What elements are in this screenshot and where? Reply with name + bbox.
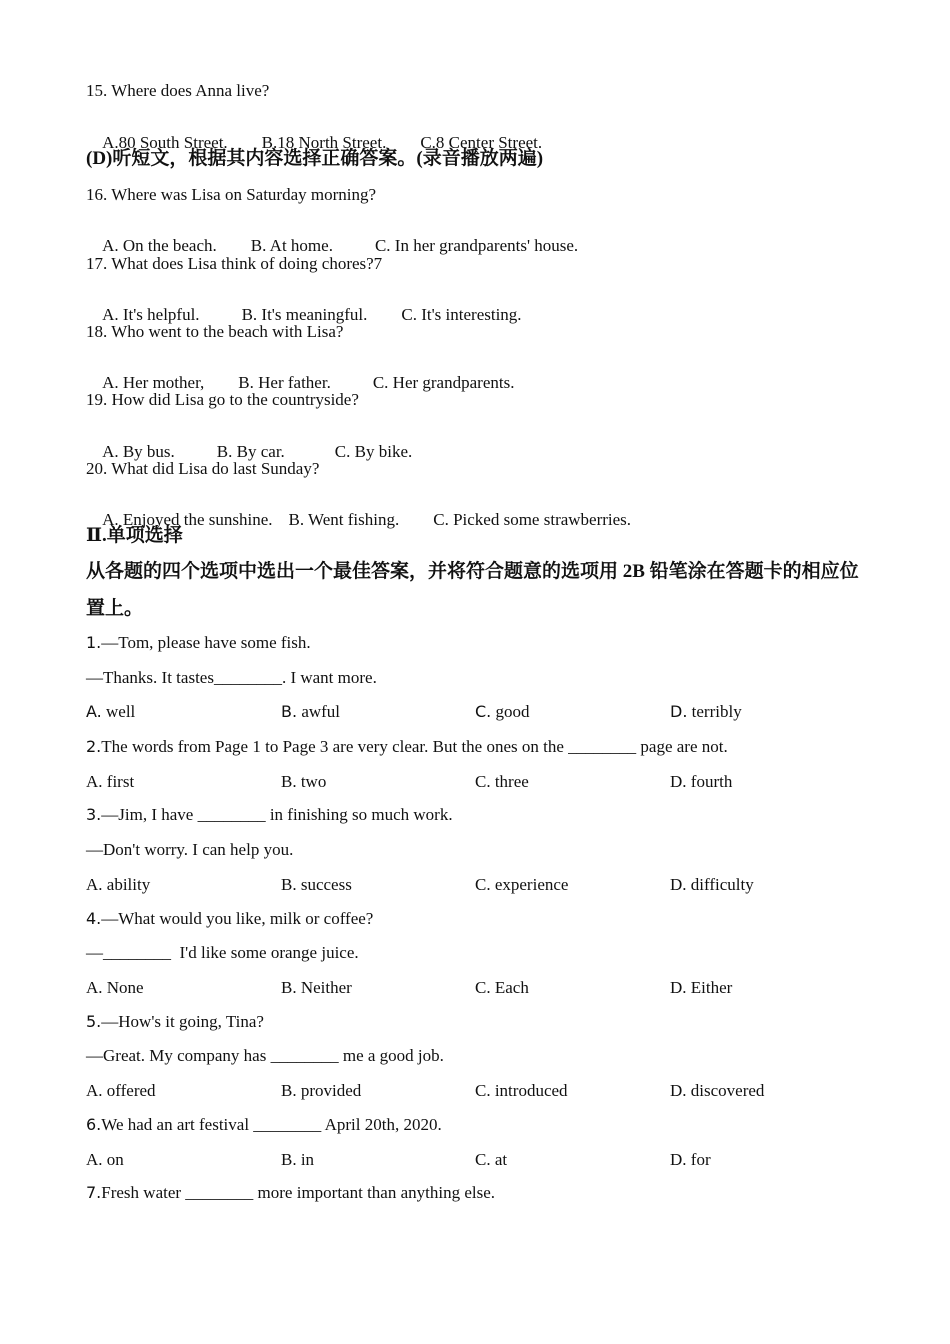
option-b: B.18 North Street. <box>261 133 387 152</box>
option-c: C. It's interesting. <box>401 305 522 324</box>
option-c: C. at <box>475 1150 508 1169</box>
option-a: A. well <box>86 702 136 721</box>
option-b: B. By car. <box>216 442 285 461</box>
option-c: C. good <box>475 702 530 721</box>
option-d: D. Either <box>670 978 733 997</box>
mc-question-4-line1: 4.—What would you like, milk or coffee? <box>86 909 374 928</box>
question-19-stem: 19. How did Lisa go to the countryside? <box>86 390 359 409</box>
mc-question-2-line1: 2.The words from Page 1 to Page 3 are very clear. But the ones on the ________ page are not. <box>86 737 728 756</box>
question-number: 7. <box>86 1183 102 1202</box>
option-b: B. provided <box>281 1081 362 1100</box>
option-a: A. Enjoyed the sunshine. <box>102 510 273 529</box>
option-b: B. It's meaningful. <box>241 305 368 324</box>
option-c: C.8 Center Street. <box>420 133 543 152</box>
option-a: A.80 South Street. <box>102 133 228 152</box>
option-c: C. experience <box>475 875 569 894</box>
mc-question-7-line1: 7.Fresh water ________ more important than anything else. <box>86 1183 496 1202</box>
mc-question-5-line2: —Great. My company has ________ me a good job. <box>86 1046 444 1065</box>
option-a: A. None <box>86 978 144 997</box>
question-number: 5. <box>86 1012 102 1031</box>
mc-question-5-line1: 5.—How's it going, Tina? <box>86 1012 264 1031</box>
option-d: D. for <box>670 1150 711 1169</box>
option-d: D. fourth <box>670 772 733 791</box>
option-b: B. Neither <box>281 978 352 997</box>
section-2-instruction: 从各题的四个选项中选出一个最佳答案，并将符合题意的选项用 2B 铅笔涂在答题卡的相应位 <box>86 561 859 582</box>
mc-question-1-line2: —Thanks. It tastes________. I want more. <box>86 668 377 687</box>
option-b: B. awful <box>281 702 341 721</box>
mc-question-4-line2: —________ I'd like some orange juice. <box>86 943 359 962</box>
mc-question-3-line2: —Don't worry. I can help you. <box>86 840 294 859</box>
option-a: A. first <box>86 772 135 791</box>
option-a: A. Her mother, <box>102 373 205 392</box>
option-c: C. three <box>475 772 529 791</box>
mc-question-6-line1: 6.We had an art festival ________ April 20th, 2020. <box>86 1115 442 1134</box>
option-c: C. Picked some strawberries. <box>433 510 632 529</box>
option-a: A. ability <box>86 875 151 894</box>
option-a: A. It's helpful. <box>102 305 200 324</box>
question-15-stem: 15. Where does Anna live? <box>86 81 270 100</box>
option-b: B. Went fishing. <box>288 510 400 529</box>
option-c: C. introduced <box>475 1081 568 1100</box>
question-17-stem: 17. What does Lisa think of doing chores?7 <box>86 254 383 273</box>
option-d: D. difficulty <box>670 875 754 894</box>
option-a: A. on <box>86 1150 124 1169</box>
section-2-instruction-cont: 置上。 <box>86 598 144 619</box>
question-number: 6. <box>86 1115 102 1134</box>
option-c: C. Each <box>475 978 529 997</box>
option-a: A. offered <box>86 1081 156 1100</box>
option-c: C. Her grandparents. <box>372 373 515 392</box>
question-number: 1. <box>86 633 102 652</box>
question-18-stem: 18. Who went to the beach with Lisa? <box>86 322 344 341</box>
question-number: 2. <box>86 737 102 756</box>
question-number: 4. <box>86 909 102 928</box>
option-a: A. On the beach. <box>102 236 217 255</box>
section-2-title: Ⅱ.单项选择 <box>86 525 183 546</box>
option-a: A. By bus. <box>102 442 175 461</box>
option-b: B. Her father. <box>238 373 331 392</box>
option-b: B. At home. <box>250 236 333 255</box>
question-number: 3. <box>86 805 102 824</box>
option-d: D. terribly <box>670 702 742 721</box>
question-20-stem: 20. What did Lisa do last Sunday? <box>86 459 320 478</box>
option-c: C. In her grandparents' house. <box>374 236 579 255</box>
mc-question-1-line1: 1.—Tom, please have some fish. <box>86 633 311 652</box>
section-d-heading: (D)听短文，根据其内容选择正确答案。(录音播放两遍) <box>86 148 544 169</box>
option-b: B. two <box>281 772 327 791</box>
option-b: B. in <box>281 1150 315 1169</box>
option-c: C. By bike. <box>334 442 413 461</box>
option-b: B. success <box>281 875 352 894</box>
option-d: D. discovered <box>670 1081 765 1100</box>
question-16-stem: 16. Where was Lisa on Saturday morning? <box>86 185 377 204</box>
mc-question-3-line1: 3.—Jim, I have ________ in finishing so much work. <box>86 805 453 824</box>
